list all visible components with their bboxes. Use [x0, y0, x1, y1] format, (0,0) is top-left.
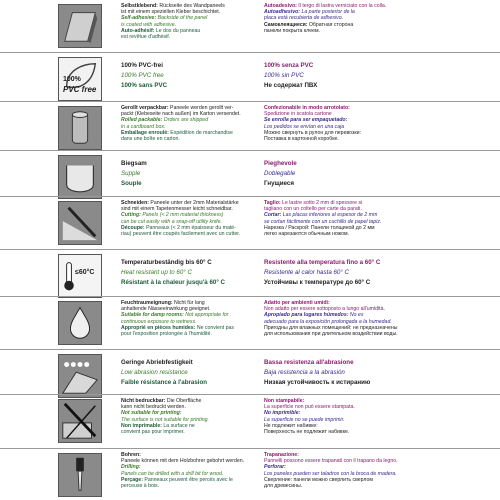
line-text: Rückseite des Wandpaneels [157, 3, 225, 9]
right-text-column [264, 452, 434, 489]
line-lead: No imprimible: [264, 410, 301, 417]
line-lead: Autoadhesivo: [264, 9, 301, 16]
text-line-ru [264, 28, 434, 34]
line-text: Ne convient pas [195, 324, 235, 331]
left-text-column [121, 452, 266, 489]
line-text: The surface is not suitable for printing. [121, 416, 209, 423]
line-text: Сверление: панели можно сверлить сверлом [264, 476, 373, 483]
line-text: Biegsam [121, 160, 147, 167]
text-line-de [121, 159, 266, 169]
text-line-it [264, 358, 434, 368]
line-text: Faible résistance à l'abrasion [121, 379, 208, 386]
text-line-en [121, 169, 266, 179]
line-text: Гнущиеся [264, 180, 294, 187]
line-text: Supple [121, 170, 141, 177]
icon-caption: ≤60°C [75, 269, 95, 276]
line-lead: Apropiado para lugares húmedos: [264, 312, 349, 319]
text-line-es [264, 368, 434, 378]
text-line-ru [264, 378, 434, 388]
line-text: anhaltende Nässeeinwirkung geeignet. [121, 306, 211, 313]
line-text: Можно свернуть в рулон для перевозки: [264, 129, 361, 136]
line-text: can be cut easily with a snap-off utility knife. [121, 218, 222, 225]
line-text: packt (Klebeseite nach außen) im Karton versendet. [121, 111, 241, 118]
line-lead: Self-adhesive: [121, 15, 157, 22]
pvc-free-icon [58, 57, 102, 101]
temperature-icon [58, 254, 102, 298]
text-line-fr [121, 34, 266, 40]
line-text: Baja resistencia a la abrasión [264, 369, 345, 376]
feature-row [0, 196, 500, 249]
line-lead: Самоклеящиеся: [264, 21, 308, 28]
left-text-column [121, 398, 266, 435]
line-text: Souple [121, 180, 142, 187]
line-text: Expédition de marchandise [168, 129, 233, 136]
line-text: Temperaturbeständig bis 60° C [121, 259, 212, 266]
line-lead: Gerollt verpackbar: [121, 105, 169, 111]
text-line-ru [264, 429, 434, 435]
line-text: Spedizione in scatola cartone [264, 111, 332, 118]
line-text: adecuado para la exposición prolongada a la humedad. [264, 318, 392, 325]
text-line-de [121, 358, 266, 368]
left-text-column [121, 200, 266, 237]
line-text: Le dos du panneau [154, 27, 201, 34]
line-lead: Selbstklebend: [121, 3, 158, 9]
text-line-es [264, 169, 434, 179]
text-line-fr [121, 231, 266, 237]
text-line-it [264, 159, 434, 169]
feature-row [0, 52, 500, 101]
line-lead: Cutting: [121, 212, 141, 219]
line-lead: Emballage enroulé: [121, 129, 169, 136]
line-text: Не содержат ПВХ [264, 82, 318, 89]
line-text: для использования при длительном воздействии воды. [264, 331, 398, 338]
line-text: Geringe Abriebfestigkeit [121, 359, 193, 366]
line-text: se cortan fácilmente con un cuchillo de papel tapiz. [264, 218, 382, 225]
cutting-icon [58, 201, 102, 245]
text-line-de [121, 258, 266, 268]
line-text: Resistente alla temperatura fino a 60° C [264, 259, 381, 266]
line-text: pour l'exposition prolongée à l'humidité. [121, 331, 212, 338]
line-lead: Suitable for damp rooms: [121, 312, 184, 319]
line-text: Backside of the panel [156, 15, 208, 22]
line-text: continuous exposure to wetness. [121, 318, 197, 325]
self-adhesive-icon [58, 4, 102, 48]
text-line-ru [264, 231, 434, 237]
line-text: Le lastre sotto 2 mm di spessore si [280, 200, 363, 206]
line-lead: Perçage: [121, 476, 143, 483]
text-line-fr [121, 378, 266, 388]
icon-caption: PVC free [63, 85, 97, 94]
drilling-icon [58, 453, 102, 497]
text-line-it [264, 61, 434, 71]
line-text: 100% PVC free [121, 72, 164, 79]
line-text: Résistant à la chaleur jusqu'à 60° C [121, 279, 226, 286]
icon-caption: 100% [63, 76, 81, 83]
rolled-packing-icon [58, 106, 102, 150]
line-text: Paneele können mit dem Holzbohrer gebohrt werden. [121, 458, 245, 465]
left-text-column [121, 300, 266, 337]
line-text: est revêtue d'adhésif. [121, 34, 171, 41]
text-line-es [264, 71, 434, 81]
line-text: dans une boîte en carton. [121, 136, 180, 143]
line-text: Panneaux (< 2 mm épaisseur du maté- [144, 224, 236, 231]
line-text: Panels (< 2 mm material thickness) [140, 212, 224, 219]
line-lead: Non stampabile: [264, 398, 305, 404]
line-text: Resistente al calor hasta 60° C [264, 269, 350, 276]
line-text: Low abrasion resistance [121, 369, 188, 376]
text-line-fr [121, 483, 266, 489]
line-lead: Confezionabile in modo arrotolato: [264, 105, 350, 111]
line-lead: Taglio: [264, 200, 281, 206]
line-lead: Approprié en pièces humides: [121, 324, 196, 331]
left-text-column [121, 61, 266, 91]
left-text-column [121, 159, 266, 189]
line-lead: Adatto per ambienti umidi: [264, 300, 330, 306]
line-lead: Cortar: [264, 212, 282, 219]
line-text: tagliano con un coltello per carte da parati. [264, 206, 362, 213]
feature-row [0, 249, 500, 296]
left-text-column [121, 105, 266, 142]
line-text: Los paneles pueden ser taladros con la broca de madera. [264, 470, 397, 477]
text-line-en [121, 71, 266, 81]
line-text: Pannelli possono essere trapanati con il trapano da legno. [264, 458, 398, 465]
feature-row [0, 296, 500, 349]
line-text: perceuse à bois. [121, 483, 160, 490]
line-text: 100% sin PVC [264, 72, 304, 79]
line-lead: Schneiden: [121, 200, 149, 206]
text-line-ru [264, 331, 434, 337]
line-text: Die Oberfläche [165, 398, 202, 404]
right-text-column [264, 200, 434, 237]
line-text: is coated with adhesive. [121, 21, 177, 28]
line-text: La surface ne [161, 422, 195, 429]
line-text: 100% sans PVC [121, 82, 168, 89]
line-text: Нарезка / Раскрой: Панели толщиной до 2 мм [264, 224, 375, 231]
text-line-fr [121, 331, 266, 337]
line-lead: Bohren: [121, 452, 141, 458]
text-line-en [121, 268, 266, 278]
text-line-de [121, 61, 266, 71]
line-text: sind mit einem Tapetenmesser leicht schneidbar. [121, 206, 233, 213]
feature-row [0, 394, 500, 448]
left-text-column [121, 258, 266, 288]
line-text: No es [348, 312, 364, 319]
right-text-column [264, 398, 434, 435]
feature-row [0, 150, 500, 196]
line-text: 100% PVC-frei [121, 62, 163, 69]
line-text: Orders are shipped [162, 117, 209, 124]
line-text: Bassa resistenza all'abrasione [264, 359, 354, 366]
line-text: для древесины. [264, 483, 303, 490]
line-text: панели покрыта клеем. [264, 27, 320, 34]
line-lead: Non imprimable: [121, 422, 162, 429]
line-lead: Découpe: [121, 224, 145, 231]
line-text: riau) peuvent être coupés facilement avec un cutter. [121, 231, 241, 238]
line-text: Nicht für lang [172, 300, 205, 306]
right-text-column [264, 3, 434, 34]
line-lead: Perforar: [264, 464, 286, 471]
line-text: kann nicht bedruckt werden. [121, 404, 186, 411]
text-line-en [121, 368, 266, 378]
right-text-column [264, 105, 434, 142]
feature-row [0, 0, 500, 52]
line-text: Paneele werden gerollt ver- [168, 105, 234, 111]
line-text: Обратная сторона [307, 21, 354, 28]
text-line-fr [121, 429, 266, 435]
line-lead: Not suitable for printing: [121, 410, 182, 417]
flexible-icon [58, 155, 102, 199]
text-line-ru [264, 179, 434, 189]
right-text-column [264, 159, 434, 189]
line-text: Panels can be drilled with a drill bit for wood. [121, 470, 224, 477]
line-text: Los pedidos se envían en una caja [264, 123, 345, 130]
feature-row [0, 101, 500, 150]
line-lead: Nicht bedruckbar: [121, 398, 166, 404]
line-text: Поверхность не подлежит набивке. [264, 429, 350, 436]
line-text: Not appropriate for [183, 312, 229, 319]
right-text-column [264, 358, 434, 388]
abrasion-icon [58, 354, 102, 398]
left-text-column [121, 3, 266, 40]
line-text: Il tergo di lastra verniciato con la colla. [296, 3, 387, 9]
text-line-fr [121, 136, 266, 142]
line-text: Doblegable [264, 170, 296, 177]
line-text: La superficie no se puede imprimir. [264, 416, 345, 423]
line-lead: Trapanazione: [264, 452, 299, 458]
right-text-column [264, 61, 434, 91]
line-text: ist mit einem speziellen Kleber beschichtet. [121, 9, 221, 16]
line-lead: Auto-adhésif: [121, 27, 155, 34]
text-line-ru [264, 483, 434, 489]
line-text: Не подлежит набивке: [264, 422, 318, 429]
right-text-column [264, 258, 434, 288]
text-line-es [264, 268, 434, 278]
line-text: Paneele unter der 2mm Materialstärke [148, 200, 239, 206]
right-text-column [264, 300, 434, 337]
text-line-fr [121, 278, 266, 288]
line-text: Non adatto per essere sottoposto a lungo all'umidità. [264, 306, 385, 313]
line-text: Las placas inferiores al espesor de 2 mm [281, 212, 378, 219]
text-line-it [264, 258, 434, 268]
left-text-column [121, 358, 266, 388]
line-text: Низкая устойчивость к истиранию [264, 379, 371, 386]
line-text: Heat resistant up to 60° C [121, 269, 192, 276]
line-text: Pieghevole [264, 160, 297, 167]
feature-row [0, 448, 500, 500]
line-text: Устойчивы к температуре до 60° С [264, 279, 371, 286]
line-text: in a cardboard box. [121, 123, 166, 130]
line-text: Поставка в картонной коробке. [264, 136, 339, 143]
line-text: Пригодны для влажных помещений: не предназначены [264, 324, 398, 331]
text-line-ru [264, 278, 434, 288]
line-text: легко нарезаются обычным ножом. [264, 231, 350, 238]
line-lead: Rolled packable: [121, 117, 163, 124]
text-line-ru [264, 81, 434, 91]
text-line-fr [121, 179, 266, 189]
line-text: La parte posterior de la [300, 9, 355, 16]
line-text: convient pas pour imprimer. [121, 429, 185, 436]
line-text: La superficie non può essere stampata. [264, 404, 355, 411]
text-line-ru [264, 136, 434, 142]
not-printable-icon [58, 399, 102, 443]
line-lead: Drilling: [121, 464, 141, 471]
line-text: Panneaux peuvent être percés avec le [142, 476, 233, 483]
line-lead: Feuchtraumeignung: [121, 300, 173, 306]
line-text: placa está recubierta de adhesivo. [264, 15, 344, 22]
damp-rooms-icon [58, 301, 102, 345]
line-lead: Autoadesivo: [264, 3, 297, 9]
line-text: 100% senza PVC [264, 62, 314, 69]
line-lead: Se enrolla para ser empaquetado: [264, 117, 348, 124]
text-line-fr [121, 81, 266, 91]
feature-row [0, 349, 500, 394]
